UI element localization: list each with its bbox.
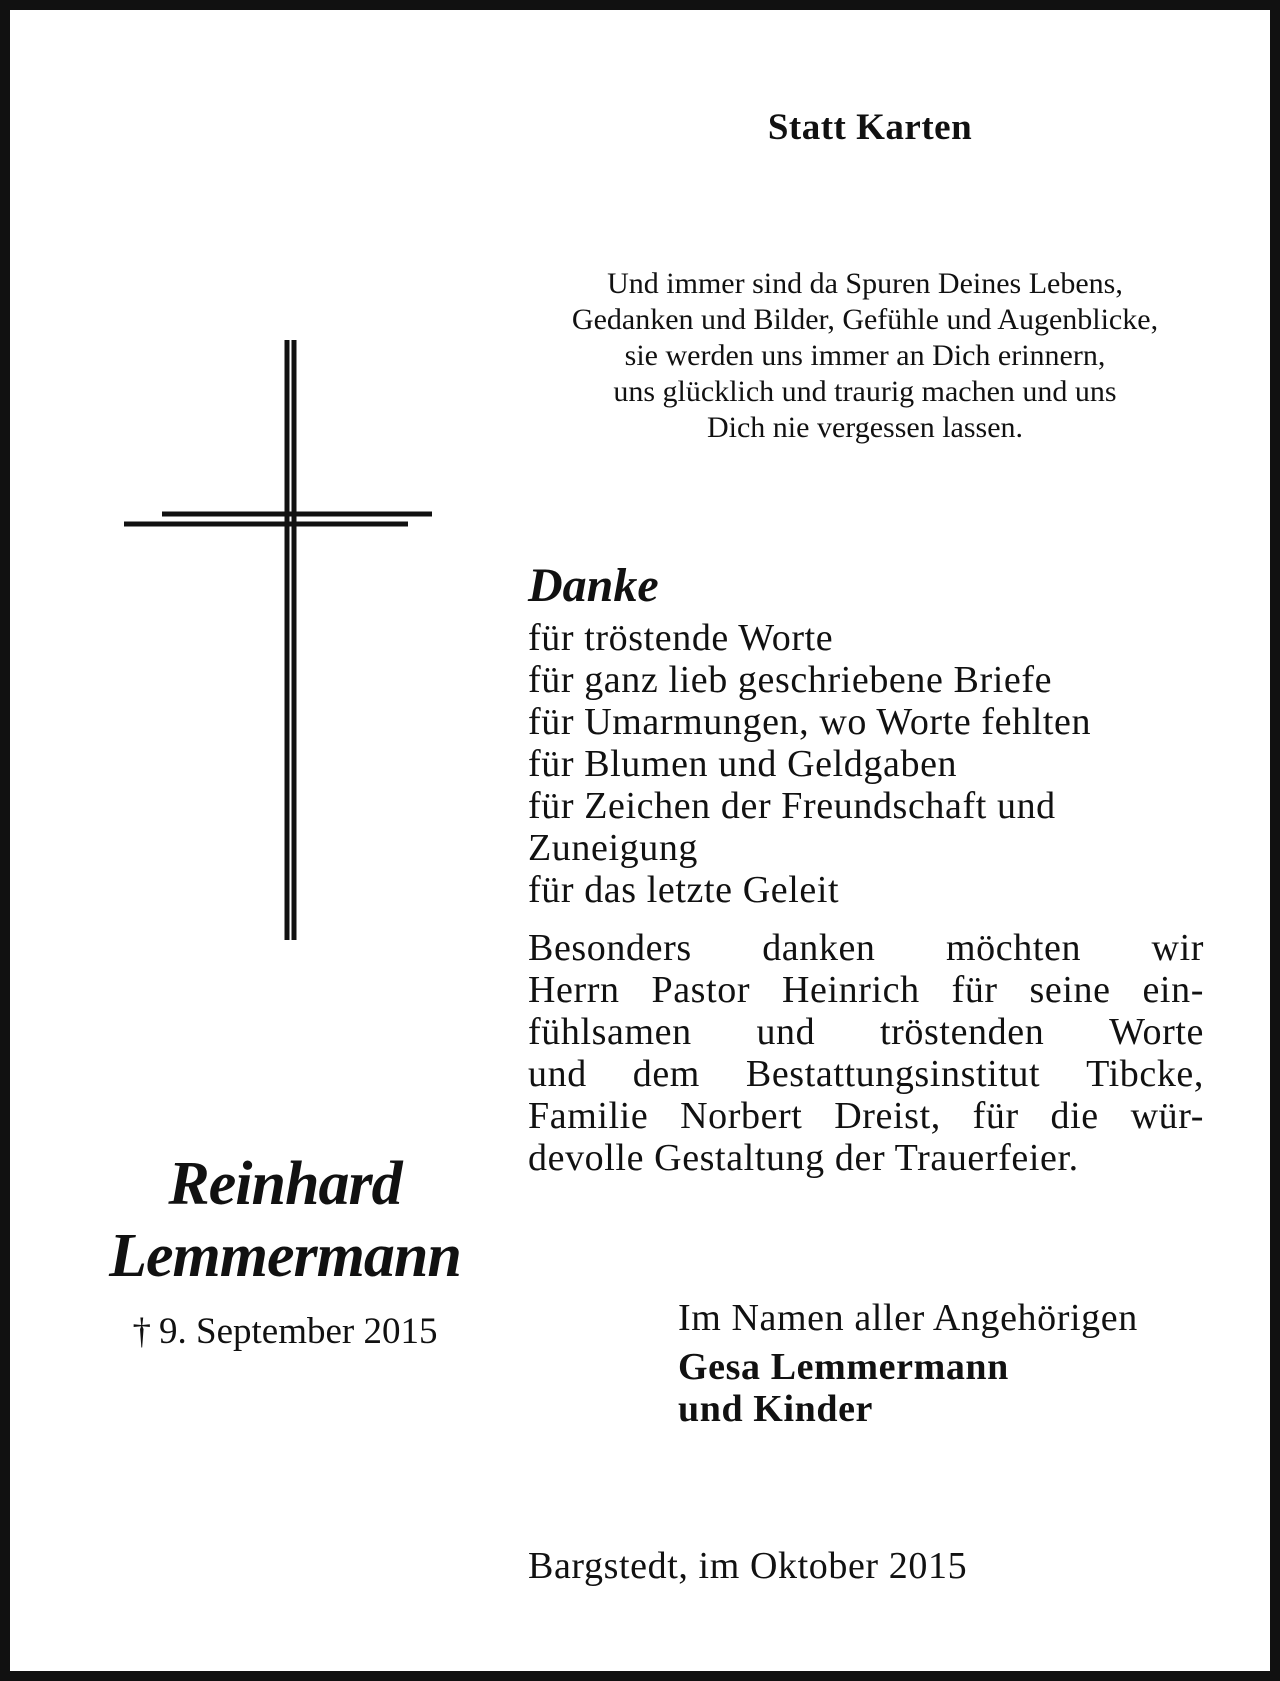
paragraph-line	[528, 1137, 1204, 1179]
danke-item: für Zeichen der Freundschaft und	[528, 785, 1056, 827]
word: seine	[1029, 969, 1111, 1011]
word: wür-	[1130, 1095, 1204, 1137]
paragraph-line	[528, 969, 1204, 1011]
signature-name: Gesa Lemmermann	[678, 1346, 1009, 1388]
paragraph-line	[528, 1095, 1204, 1137]
deceased-name	[50, 1148, 520, 1292]
signature-intro: Im Namen aller Angehörigen	[678, 1297, 1138, 1339]
word: für	[951, 969, 998, 1011]
death-date: 9. September 2015	[159, 1311, 438, 1352]
word: und	[528, 1053, 587, 1095]
word: devolle Gestaltung der Trauerfeier.	[528, 1137, 1079, 1179]
dagger-icon: †	[132, 1311, 151, 1352]
deceased-first-name: Reinhard	[168, 1150, 402, 1218]
word: möchten	[946, 927, 1082, 969]
word: Herrn	[528, 969, 620, 1011]
word: Familie	[528, 1095, 649, 1137]
paragraph-line	[528, 927, 1204, 969]
signature-name: und Kinder	[678, 1388, 874, 1430]
word: ein-	[1142, 969, 1204, 1011]
danke-item: für das letzte Geleit	[528, 869, 840, 911]
paragraph-line	[528, 1011, 1204, 1053]
poem	[515, 266, 1215, 446]
danke-item: für Umarmungen, wo Worte fehlten	[528, 701, 1092, 743]
poem-line: sie werden uns immer an Dich erinnern,	[624, 339, 1106, 372]
danke-list	[528, 617, 1208, 911]
danke-item: für Blumen und Geldgaben	[528, 743, 958, 785]
word: tröstenden	[880, 1011, 1045, 1053]
paragraph-line	[528, 1053, 1204, 1095]
deceased-last-name: Lemmermann	[109, 1222, 461, 1290]
word: dem	[632, 1053, 700, 1095]
word: die	[1050, 1095, 1099, 1137]
danke-item: Zuneigung	[528, 827, 699, 869]
word: Worte	[1109, 1011, 1204, 1053]
word: Dreist,	[834, 1095, 941, 1137]
danke-title: Danke	[528, 559, 659, 612]
word: für	[972, 1095, 1019, 1137]
cross-icon	[110, 340, 450, 1040]
death-date-line	[50, 1310, 520, 1354]
signature-names	[678, 1346, 1009, 1430]
poem-line: Dich nie vergessen lassen.	[706, 411, 1024, 444]
word: und	[756, 1011, 816, 1053]
danke-item: für ganz lieb geschriebene Briefe	[528, 659, 1053, 701]
thanks-paragraph	[528, 927, 1204, 1179]
word: danken	[762, 927, 876, 969]
poem-line: uns glücklich und traurig machen und uns	[613, 375, 1117, 408]
place-date: Bargstedt, im Oktober 2015	[528, 1545, 968, 1587]
word: Bestattungsinstitut	[745, 1053, 1041, 1095]
word: Heinrich	[781, 969, 920, 1011]
heading: Statt Karten	[767, 107, 973, 148]
word: Besonders	[528, 927, 692, 969]
danke-item: für tröstende Worte	[528, 617, 834, 659]
word: Norbert	[680, 1095, 803, 1137]
word: fühlsamen	[528, 1011, 692, 1053]
poem-line: Gedanken und Bilder, Gefühle und Augenblicke,	[571, 303, 1159, 336]
poem-line: Und immer sind da Spuren Deines Lebens,	[607, 267, 1123, 300]
word: Tibcke,	[1086, 1053, 1204, 1095]
word: wir	[1151, 927, 1204, 969]
word: Pastor	[651, 969, 751, 1011]
